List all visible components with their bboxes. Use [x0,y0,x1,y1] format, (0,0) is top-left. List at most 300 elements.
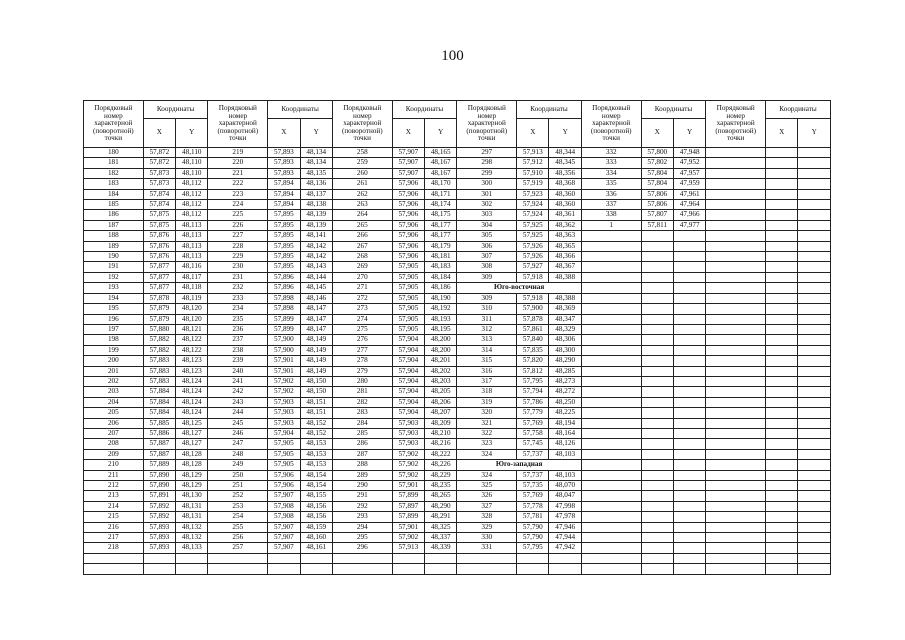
x-cell: 57,873 [143,179,175,189]
point-number-cell: 262 [332,189,392,199]
y-cell: 48,149 [300,335,332,345]
x-cell: 57,904 [392,335,424,345]
point-number-cell: 333 [581,158,641,168]
point-number-cell [581,512,641,522]
y-cell [798,304,831,314]
x-cell: 57,904 [392,376,424,386]
point-number-cell [332,564,392,574]
x-cell: 57,804 [641,179,673,189]
point-number-cell: 182 [84,168,144,178]
x-cell [641,293,673,303]
y-cell: 48,139 [300,220,332,230]
x-cell: 57,876 [143,252,175,262]
point-number-cell: 302 [457,200,517,210]
point-number-cell: 290 [332,481,392,491]
x-cell: 57,902 [268,376,300,386]
x-cell: 57,900 [268,335,300,345]
y-cell: 48,112 [176,179,208,189]
y-cell: 48,167 [425,168,457,178]
table-row [84,293,831,303]
x-cell [641,408,673,418]
x-cell: 57,804 [641,168,673,178]
x-cell: 57,904 [268,428,300,438]
x-cell: 57,896 [268,283,300,293]
x-cell [766,335,798,345]
y-cell: 48,145 [300,283,332,293]
x-cell: 57,905 [392,262,424,272]
y-cell [798,293,831,303]
y-cell: 48,153 [300,460,332,470]
y-cell [798,324,831,334]
y-cell: 48,170 [425,179,457,189]
point-number-cell [706,220,766,230]
y-cell: 48,200 [425,345,457,355]
table-row [84,158,831,168]
y-cell: 48,216 [425,439,457,449]
x-cell: 57,905 [392,283,424,293]
y-cell: 48,131 [176,501,208,511]
y-cell: 47,961 [673,189,705,199]
y-cell [798,387,831,397]
point-number-cell: 209 [84,449,144,459]
table-row [84,533,831,543]
point-number-cell: 215 [84,512,144,522]
y-cell: 48,167 [425,158,457,168]
point-number-cell: 306 [457,241,517,251]
y-cell: 48,186 [425,283,457,293]
x-cell: 57,905 [392,304,424,314]
x-cell [766,283,798,293]
x-cell: 57,890 [143,481,175,491]
y-cell: 48,103 [549,470,581,480]
y-cell: 48,132 [176,522,208,532]
point-number-cell: 237 [208,335,268,345]
x-cell: 57,885 [143,418,175,428]
point-number-cell: 319 [457,397,517,407]
table-row [84,418,831,428]
table-row [84,428,831,438]
y-cell: 48,133 [176,543,208,553]
y-cell: 48,193 [425,314,457,324]
y-cell [798,501,831,511]
x-cell [641,439,673,449]
point-number-cell [581,345,641,355]
y-cell [673,356,705,366]
y-cell [176,553,208,563]
point-number-cell [581,491,641,501]
x-cell [641,387,673,397]
y-cell [798,262,831,272]
y-cell: 48,119 [176,293,208,303]
y-cell: 48,345 [549,158,581,168]
point-number-cell: 207 [84,428,144,438]
x-cell: 57,913 [392,543,424,553]
x-cell: 57,840 [517,335,549,345]
table-row [84,345,831,355]
y-cell [673,470,705,480]
x-cell: 57,906 [392,200,424,210]
point-number-cell [706,262,766,272]
table-row [84,397,831,407]
point-number-cell [581,481,641,491]
x-cell: 57,895 [268,210,300,220]
point-number-cell [706,335,766,345]
point-number-cell [706,345,766,355]
x-cell [766,449,798,459]
header-coordinates: Координаты [392,101,457,119]
point-number-cell: 201 [84,366,144,376]
x-cell: 57,906 [392,220,424,230]
point-number-cell: 310 [457,304,517,314]
point-number-cell: 268 [332,252,392,262]
point-number-cell: 330 [457,533,517,543]
x-cell [641,252,673,262]
table-row [84,210,831,220]
point-number-cell: 293 [332,512,392,522]
x-cell: 57,906 [392,210,424,220]
x-cell: 57,811 [641,220,673,230]
y-cell: 48,325 [425,522,457,532]
point-number-cell [84,564,144,574]
x-cell [143,553,175,563]
point-number-cell: 208 [84,439,144,449]
point-number-cell: 266 [332,231,392,241]
table-row [84,460,831,470]
y-cell: 48,360 [549,189,581,199]
x-cell: 57,903 [268,418,300,428]
table-row [84,241,831,251]
point-number-cell [706,512,766,522]
y-cell [798,439,831,449]
x-cell: 57,902 [392,460,424,470]
y-cell: 48,291 [425,512,457,522]
y-cell [798,168,831,178]
x-cell [641,335,673,345]
y-cell: 48,127 [176,439,208,449]
point-number-cell: 264 [332,210,392,220]
x-cell [641,241,673,251]
y-cell: 48,156 [300,501,332,511]
point-number-cell [706,439,766,449]
x-cell: 57,892 [143,512,175,522]
x-cell [641,428,673,438]
x-cell [766,345,798,355]
y-cell: 47,964 [673,200,705,210]
point-number-cell: 225 [208,210,268,220]
x-cell [641,553,673,563]
x-cell: 57,925 [517,220,549,230]
point-number-cell: 257 [208,543,268,553]
x-cell [766,158,798,168]
x-cell: 57,902 [392,533,424,543]
y-cell [425,553,457,563]
y-cell [798,189,831,199]
point-number-cell: 197 [84,324,144,334]
y-cell: 48,149 [300,345,332,355]
x-cell: 57,924 [517,200,549,210]
y-cell: 48,112 [176,189,208,199]
x-cell: 57,876 [143,231,175,241]
y-cell [673,345,705,355]
x-cell: 57,887 [143,439,175,449]
point-number-cell [706,189,766,199]
x-cell: 57,905 [392,324,424,334]
point-number-cell: 259 [332,158,392,168]
x-cell [641,283,673,293]
point-number-cell [706,158,766,168]
x-cell [641,543,673,553]
point-number-cell: 314 [457,345,517,355]
point-number-cell [581,293,641,303]
x-cell [766,460,798,470]
header-point-number: Порядковый номер характерной (поворотной) точки [581,101,641,148]
point-number-cell [581,501,641,511]
table-row [84,189,831,199]
y-cell [673,408,705,418]
point-number-cell: 221 [208,168,268,178]
y-cell [673,522,705,532]
point-number-cell: 305 [457,231,517,241]
point-number-cell: 250 [208,470,268,480]
y-cell [673,262,705,272]
point-number-cell: 274 [332,314,392,324]
y-cell: 48,134 [300,148,332,158]
header-y: Y [176,119,208,148]
x-cell [766,262,798,272]
table-row [84,366,831,376]
x-cell: 57,820 [517,356,549,366]
x-cell [766,512,798,522]
y-cell: 48,174 [425,200,457,210]
x-cell [766,189,798,199]
y-cell [798,314,831,324]
x-cell [641,533,673,543]
x-cell: 57,904 [392,356,424,366]
point-number-cell [706,356,766,366]
table-row [84,522,831,532]
y-cell: 48,201 [425,356,457,366]
page-number: 100 [441,48,464,64]
x-cell: 57,800 [641,148,673,158]
y-cell [798,366,831,376]
x-cell: 57,907 [268,533,300,543]
y-cell: 48,155 [300,491,332,501]
y-cell: 48,200 [425,335,457,345]
x-cell [766,168,798,178]
x-cell: 57,904 [392,397,424,407]
y-cell [673,293,705,303]
y-cell: 48,152 [300,428,332,438]
point-number-cell: 222 [208,179,268,189]
x-cell: 57,905 [392,272,424,282]
y-cell: 48,362 [549,220,581,230]
y-cell: 48,225 [549,408,581,418]
point-number-cell: 324 [457,470,517,480]
y-cell: 47,966 [673,210,705,220]
point-number-cell: 235 [208,314,268,324]
point-number-cell: 230 [208,262,268,272]
y-cell: 47,959 [673,179,705,189]
table-row [84,324,831,334]
y-cell: 48,110 [176,168,208,178]
y-cell [798,533,831,543]
point-number-cell [706,408,766,418]
point-number-cell: 267 [332,241,392,251]
point-number-cell [706,168,766,178]
point-number-cell: 291 [332,491,392,501]
point-number-cell: 292 [332,501,392,511]
x-cell: 57,893 [268,148,300,158]
x-cell [641,366,673,376]
y-cell: 48,183 [425,262,457,272]
x-cell: 57,769 [517,418,549,428]
y-cell: 48,141 [300,231,332,241]
y-cell: 47,952 [673,158,705,168]
point-number-cell: 223 [208,189,268,199]
point-number-cell: 228 [208,241,268,251]
point-number-cell: 281 [332,387,392,397]
x-cell [766,428,798,438]
y-cell: 48,388 [549,272,581,282]
point-number-cell: 231 [208,272,268,282]
point-number-cell: 308 [457,262,517,272]
point-number-cell [581,439,641,449]
y-cell: 48,124 [176,408,208,418]
y-cell [798,564,831,574]
x-cell: 57,905 [268,439,300,449]
y-cell: 48,300 [549,345,581,355]
x-cell: 57,891 [143,491,175,501]
x-cell [641,512,673,522]
point-number-cell: 244 [208,408,268,418]
y-cell: 48,265 [425,491,457,501]
point-number-cell: 212 [84,481,144,491]
x-cell: 57,907 [392,168,424,178]
y-cell: 48,129 [176,470,208,480]
y-cell: 48,156 [300,512,332,522]
y-cell: 48,365 [549,241,581,251]
point-number-cell: 196 [84,314,144,324]
point-number-cell [581,522,641,532]
point-number-cell: 229 [208,252,268,262]
x-cell: 57,904 [392,387,424,397]
y-cell [798,335,831,345]
point-number-cell: 202 [84,376,144,386]
table-row [84,356,831,366]
point-number-cell: 301 [457,189,517,199]
point-number-cell: 242 [208,387,268,397]
x-cell [641,522,673,532]
y-cell [798,356,831,366]
x-cell: 57,893 [268,168,300,178]
y-cell [673,428,705,438]
y-cell [798,428,831,438]
x-cell [766,501,798,511]
point-number-cell [706,148,766,158]
x-cell: 57,925 [517,231,549,241]
table-row [84,304,831,314]
x-cell: 57,910 [517,168,549,178]
point-number-cell: 309 [457,272,517,282]
header-y: Y [425,119,457,148]
point-number-cell: 204 [84,397,144,407]
table-row [84,470,831,480]
x-cell [641,491,673,501]
y-cell: 48,159 [300,522,332,532]
point-number-cell: 322 [457,428,517,438]
header-x: X [517,119,549,148]
point-number-cell [208,564,268,574]
point-number-cell: 256 [208,533,268,543]
point-number-cell: 194 [84,293,144,303]
point-number-cell [581,553,641,563]
point-number-cell: 329 [457,522,517,532]
point-number-cell [581,283,641,293]
x-cell: 57,898 [268,293,300,303]
header-x: X [766,119,798,148]
point-number-cell: 337 [581,200,641,210]
x-cell [641,231,673,241]
point-number-cell: 287 [332,449,392,459]
header-x: X [641,119,673,148]
y-cell [673,272,705,282]
x-cell: 57,758 [517,428,549,438]
x-cell [641,345,673,355]
x-cell [641,501,673,511]
y-cell: 48,149 [300,356,332,366]
point-number-cell: 270 [332,272,392,282]
point-number-cell: 295 [332,533,392,543]
point-number-cell [706,501,766,511]
y-cell [425,564,457,574]
y-cell: 47,977 [673,220,705,230]
y-cell: 48,127 [176,428,208,438]
y-cell: 48,192 [425,304,457,314]
y-cell [673,460,705,470]
x-cell [641,314,673,324]
y-cell: 48,122 [176,335,208,345]
x-cell: 57,902 [392,470,424,480]
header-coordinates: Координаты [143,101,208,119]
point-number-cell: 181 [84,158,144,168]
x-cell [641,272,673,282]
point-number-cell [84,553,144,563]
header-y: Y [549,119,581,148]
x-cell: 57,769 [517,491,549,501]
y-cell: 48,177 [425,231,457,241]
x-cell [766,293,798,303]
y-cell [673,449,705,459]
point-number-cell: 335 [581,179,641,189]
x-cell: 57,895 [268,241,300,251]
y-cell: 48,128 [176,460,208,470]
point-number-cell: 334 [581,168,641,178]
point-number-cell: 216 [84,522,144,532]
y-cell [798,408,831,418]
y-cell: 48,226 [425,460,457,470]
y-cell: 47,946 [549,522,581,532]
x-cell: 57,903 [268,408,300,418]
x-cell: 57,918 [517,293,549,303]
x-cell: 57,900 [268,345,300,355]
y-cell [673,324,705,334]
x-cell: 57,807 [641,210,673,220]
point-number-cell: 272 [332,293,392,303]
table-row [84,148,831,158]
point-number-cell: 191 [84,262,144,272]
x-cell [641,418,673,428]
x-cell: 57,926 [517,241,549,251]
